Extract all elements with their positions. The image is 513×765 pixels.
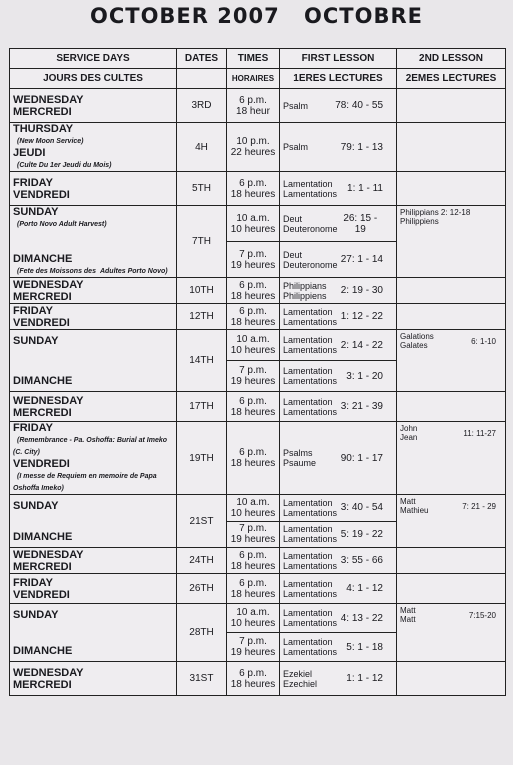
first-lesson-cell [280,330,397,361]
second-lesson-fr: Matt [400,615,416,624]
date-cell: 28TH [177,604,227,662]
first-lesson-cell [280,548,397,574]
day-note-fr: (Culte Du 1er Jeudi du Mois) [17,162,112,169]
header-first-lesson: FIRST LESSON [280,49,397,69]
lesson-book-fr: Deuteronome [283,223,338,234]
header-second-lesson: 2ND LESSON [397,49,506,69]
time-en: 10 p.m. [236,136,270,147]
lesson-book-fr: Lamentations [283,376,338,386]
time-cell [227,495,280,522]
lesson-reference: 3: 21 - 39 [340,401,383,412]
date-cell: 5TH [177,172,227,206]
second-lesson-cell [397,206,506,278]
date-cell: 19TH [177,422,227,495]
day-fr: MERCREDI [13,678,72,691]
lesson-book-en: Psalm [283,100,309,111]
second-lesson-cell [397,392,506,422]
day-fr: DIMANCHE [13,530,73,543]
time-cell [227,521,280,548]
time-fr: 10 heures [230,507,276,519]
time-en: 6 p.m. [239,94,267,106]
time-cell [227,89,280,123]
lesson-reference: 2: 14 - 22 [340,339,383,351]
page-title [0,4,513,30]
date-cell: 21ST [177,495,227,548]
time-cell [227,242,280,278]
table-row [10,304,506,330]
title-en: OCTOBER 2007 [89,4,280,28]
time-cell [227,206,280,242]
lesson-book-fr: Deuteronome [283,259,338,270]
first-lesson-cell [280,123,397,172]
time-fr: 18 heures [230,588,276,600]
lesson-book-en: Lamentation [283,396,333,407]
table-row [10,89,506,123]
time-en: 10 a.m. [236,496,270,508]
second-lesson-fr: Galates [400,341,428,350]
second-lesson-en: John [400,424,418,433]
time-fr: 10 heures [230,345,276,356]
lesson-book-fr: Lamentations [283,560,338,571]
day-note-en: (New Moon Service) [17,138,84,145]
service-day-cell [10,392,177,422]
first-lesson-cell [280,574,397,604]
day-en: FRIDAY [13,176,53,189]
time-fr: 18 heures [230,678,276,690]
lesson-reference: 5: 19 - 22 [340,528,383,540]
time-cell [227,422,280,495]
header-row-fr [10,69,506,89]
table-row [10,604,506,633]
time-en: 6 p.m. [239,395,267,407]
header-horaires: HORAIRES [227,69,280,89]
header-times: TIMES [227,49,280,69]
second-lesson-reference: 6: 1-10 [471,336,496,346]
time-cell [227,548,280,574]
day-en: WEDNESDAY [13,93,84,106]
lesson-book-en: Lamentation [283,366,333,376]
table-row [10,574,506,604]
day-note-fr2: Adultes Porto Novo) [99,268,168,275]
service-day-cell [10,574,177,604]
table-row [10,548,506,574]
time-en: 7 p.m. [239,636,267,647]
date-cell: 24TH [177,548,227,574]
lesson-book-en: Psalm [283,142,309,152]
service-day-cell [10,330,177,392]
first-lesson-cell [280,392,397,422]
first-lesson-cell [280,242,397,278]
time-en: 10 a.m. [236,607,270,618]
table-row [10,172,506,206]
table-row [10,206,506,242]
second-lesson-cell [397,123,506,172]
date-cell: 7TH [177,206,227,278]
lesson-reference: 3: 1 - 20 [346,370,383,382]
time-fr: 19 heures [230,376,276,387]
time-en: 6 p.m. [239,305,267,317]
first-lesson-cell [280,278,397,304]
header-service-days: SERVICE DAYS [10,49,177,69]
first-lesson-cell [280,172,397,206]
lesson-book-en: Deut [283,213,303,224]
second-lesson-en: Matt [400,497,416,506]
schedule-table [9,48,506,696]
lesson-reference: 1: 12 - 22 [340,311,383,322]
day-fr: VENDREDI [13,458,70,470]
lesson-book-fr: Lamentations [283,588,338,599]
lesson-book-en: Lamentation [283,550,333,561]
first-lesson-cell [280,206,397,242]
lesson-book-en: Psalms [283,448,313,458]
day-fr: MERCREDI [13,105,72,118]
date-cell: 10TH [177,278,227,304]
service-day-cell [10,123,177,172]
time-cell [227,574,280,604]
second-lesson-cell [397,330,506,392]
day-note-en: (Porto Novo Adult Harvest) [17,221,107,228]
day-fr: DIMANCHE [13,374,73,387]
lesson-book-en: Ezekiel [283,668,313,679]
table-row [10,662,506,696]
lesson-book-en: Lamentation [283,306,333,317]
second-lesson-cell [397,304,506,330]
table-row [10,278,506,304]
lesson-book-en: Lamentation [283,335,333,345]
second-lesson-fr: Philippiens [400,217,439,226]
lesson-reference: 2: 19 - 30 [340,285,383,296]
time-en: 6 p.m. [239,667,267,679]
day-fr: VENDREDI [13,588,70,601]
service-day-cell [10,604,177,662]
lesson-book-fr: Ezechiel [283,678,318,689]
day-en: FRIDAY [13,422,53,434]
day-en: SUNDAY [13,499,59,512]
second-lesson-cell [397,89,506,123]
table-row [10,495,506,522]
day-en: FRIDAY [13,576,53,589]
second-lesson-cell [397,172,506,206]
service-day-cell [10,206,177,278]
time-cell [227,123,280,172]
time-cell [227,304,280,330]
lesson-book-en: Lamentation [283,178,333,189]
service-day-cell [10,304,177,330]
first-lesson-cell [280,495,397,522]
header-lectures-2: 2EMES LECTURES [397,69,506,89]
second-lesson-cell [397,422,506,495]
lesson-book-en: Lamentation [283,608,333,618]
day-fr: JEUDI [13,147,46,159]
service-day-cell [10,548,177,574]
time-fr: 19 heures [230,647,276,658]
lesson-book-fr: Lamentations [283,618,338,628]
time-en: 7 p.m. [239,523,267,535]
day-note-en: (Remembrance - Pa. Oshoffa: Burial at Imeko (C. City) [13,437,168,456]
time-fr: 10 heures [230,618,276,629]
lesson-book-en: Philippians [283,280,327,291]
header-dates: DATES [177,49,227,69]
lesson-reference: 5: 1 - 18 [346,641,383,653]
header-lectures-1: 1ERES LECTURES [280,69,397,89]
time-cell [227,330,280,361]
service-day-cell [10,89,177,123]
time-en: 10 a.m. [236,334,270,345]
time-en: 10 a.m. [236,212,270,224]
header-jours: JOURS DES CULTES [10,69,177,89]
lesson-book-fr: Lamentations [283,507,338,518]
lesson-reference: 90: 1 - 17 [340,452,383,464]
time-fr: 18 heures [230,188,276,200]
time-cell [227,633,280,662]
header-row-en [10,49,506,69]
second-lesson-cell [397,604,506,662]
day-fr: MERCREDI [13,560,72,573]
time-en: 6 p.m. [239,549,267,561]
date-cell: 26TH [177,574,227,604]
service-day-cell [10,662,177,696]
time-cell [227,604,280,633]
lesson-book-en: Deut [283,249,303,260]
lesson-book-fr: Lamentations [283,406,338,417]
time-fr: 18 heures [230,406,276,418]
lesson-book-en: Lamentation [283,497,333,508]
second-lesson-cell [397,278,506,304]
day-note-fr: (I messe de Requiem en memoire de Papa Oshoffa Imeko) [13,473,157,492]
time-cell [227,662,280,696]
second-lesson-cell [397,662,506,696]
lesson-reference: 3: 40 - 54 [340,502,383,514]
date-cell: 12TH [177,304,227,330]
day-fr: DIMANCHE [13,253,73,265]
day-fr: MERCREDI [13,406,72,419]
time-cell [227,392,280,422]
lesson-book-en: Lamentation [283,578,333,589]
lesson-reference: 26: 15 - 19 [343,212,378,235]
lesson-book-fr: Lamentations [283,534,338,545]
lesson-reference: 3: 55 - 66 [340,555,383,566]
lesson-reference: 4: 13 - 22 [340,612,383,624]
date-cell: 4H [177,123,227,172]
time-cell [227,361,280,392]
time-cell [227,278,280,304]
lesson-book-fr: Lamentations [283,188,338,199]
time-fr: 22 heures [230,147,276,158]
time-en: 7 p.m. [239,248,267,260]
time-fr: 19 heures [230,534,276,546]
lesson-reference: 1: 1 - 11 [347,183,383,194]
table-row [10,422,506,495]
day-fr: MERCREDI [13,290,72,303]
time-fr: 18 heures [230,290,276,302]
lesson-book-fr: Lamentations [283,316,338,327]
time-fr: 19 heures [230,259,276,271]
time-fr: 10 heures [230,223,276,235]
day-en: THURSDAY [13,123,74,135]
lesson-book-fr: Lamentations [283,647,338,657]
first-lesson-cell [280,604,397,633]
title-fr: OCTOBRE [304,4,423,28]
day-en: SUNDAY [13,334,59,347]
table-row [10,123,506,172]
time-fr: 18 heures [230,316,276,328]
lesson-book-fr: Philippiens [283,290,327,301]
service-day-cell [10,422,177,495]
header-dates-empty [177,69,227,89]
first-lesson-cell [280,89,397,123]
table-row [10,392,506,422]
day-en: WEDNESDAY [13,666,84,679]
lesson-book-fr: Lamentations [283,345,338,355]
day-en: WEDNESDAY [13,278,84,291]
second-lesson-en: Galations [400,332,434,341]
second-lesson-cell [397,495,506,548]
first-lesson-cell [280,422,397,495]
date-cell: 17TH [177,392,227,422]
date-cell: 14TH [177,330,227,392]
first-lesson-cell [280,633,397,662]
service-day-cell [10,172,177,206]
lesson-reference: 79: 1 - 13 [340,141,383,153]
second-lesson-reference: 7: 21 - 29 [462,501,496,511]
day-en: WEDNESDAY [13,548,84,561]
time-cell [227,172,280,206]
day-fr: DIMANCHE [13,644,73,657]
second-lesson-en: Matt [400,606,416,615]
lesson-book-en: Lamentation [283,524,333,535]
lesson-book-en: Lamentation [283,637,333,647]
service-day-cell [10,278,177,304]
lesson-reference: 78: 40 - 55 [335,100,383,111]
second-lesson-en: Philippians 2: 12-18 [400,208,471,217]
time-en: 6 p.m. [239,577,267,589]
second-lesson-fr: Jean [400,433,418,442]
time-en: 6 p.m. [239,279,267,291]
table-row [10,330,506,361]
day-en: FRIDAY [13,304,53,317]
time-fr: 18 heur [236,105,270,117]
second-lesson-fr: Mathieu [400,506,429,515]
service-day-cell [10,495,177,548]
date-cell: 31ST [177,662,227,696]
second-lesson-cell [397,574,506,604]
time-en: 6 p.m. [239,177,267,189]
day-fr: VENDREDI [13,316,70,329]
day-en: WEDNESDAY [13,394,84,407]
time-en: 7 p.m. [239,365,267,376]
time-en: 6 p.m. [239,447,267,458]
lesson-reference: 27: 1 - 14 [340,254,383,265]
first-lesson-cell [280,521,397,548]
lesson-book-fr: Psaume [283,458,317,468]
day-en: SUNDAY [13,206,59,218]
lesson-reference: 4: 1 - 12 [346,583,383,594]
day-note-fr: (Fete des Moissons des [17,268,96,275]
date-cell: 3RD [177,89,227,123]
second-lesson-reference: 11: 11-27 [463,428,496,438]
lesson-reference: 1: 1 - 12 [346,673,383,684]
day-fr: VENDREDI [13,188,70,201]
schedule-body [10,89,506,696]
first-lesson-cell [280,304,397,330]
first-lesson-cell [280,662,397,696]
time-fr: 18 heures [230,458,276,469]
time-fr: 18 heures [230,560,276,572]
day-en: SUNDAY [13,608,59,621]
second-lesson-cell [397,548,506,574]
second-lesson-reference: 7:15-20 [468,610,496,620]
first-lesson-cell [280,361,397,392]
